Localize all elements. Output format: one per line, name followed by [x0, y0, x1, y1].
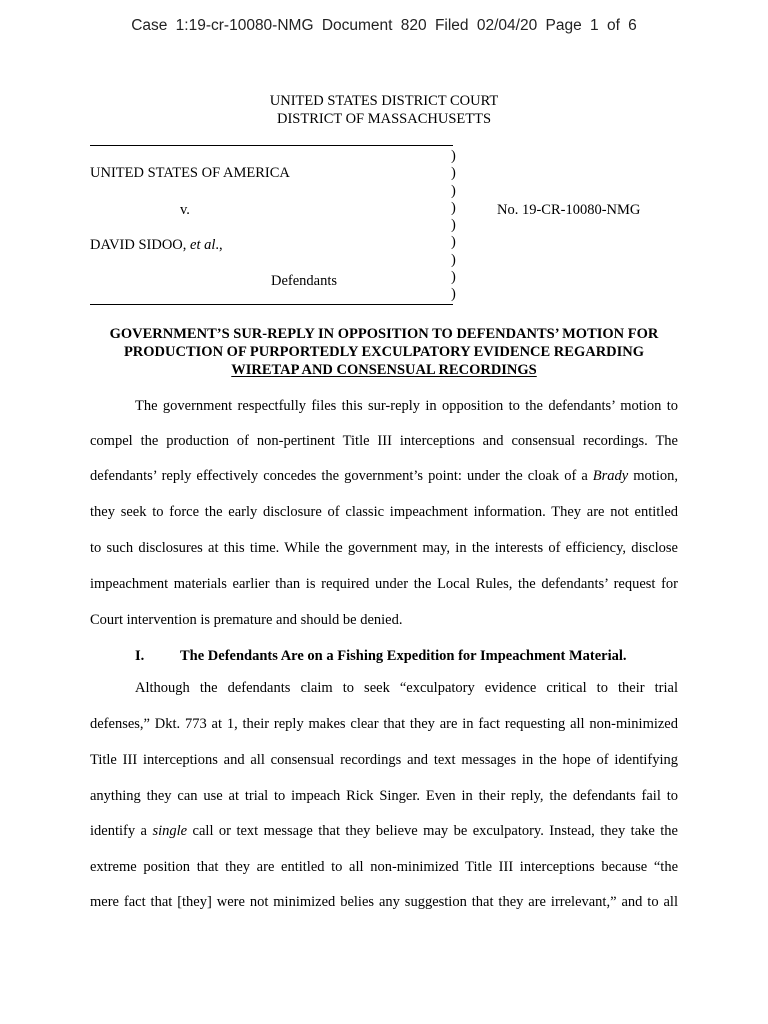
intro-line: The government respectfully files this sur-reply in opposition to the defendants’ motion to [135, 398, 678, 414]
para2-line: extreme position that they are entitled to all non-minimized Title III interceptions because “the [90, 859, 678, 875]
header-document: Document 820 [321, 17, 427, 34]
intro-line [90, 468, 678, 485]
section-heading: The Defendants Are on a Fishing Expedition for Impeachment Material. [180, 648, 627, 664]
para2-text: call or text message that they believe may be exculpatory. Instead, they take the [187, 823, 678, 839]
caption-case-number: No. 19-CR-10080-NMG [497, 202, 641, 218]
para2-text: identify a [90, 823, 153, 839]
header-filed: Filed 02/04/20 [434, 17, 538, 34]
intro-text: motion, [628, 468, 678, 484]
paren: ) [451, 182, 456, 199]
title-underlined: WIRETAP AND CONSENSUAL RECORDINGS [231, 362, 537, 378]
para2-line: anything they can use at trial to impeach Rick Singer. Even in their reply, the defendants fail to [90, 788, 678, 804]
paren: ) [451, 148, 456, 164]
para2-line: defenses,” Dkt. 773 at 1, their reply makes clear that they are in fact requesting all non-minimized [90, 716, 678, 732]
caption-versus: v. [180, 202, 190, 218]
court-district: DISTRICT OF MASSACHUSETTS [276, 111, 492, 127]
intro-line: compel the production of non-pertinent Title III interceptions and consensual recordings. The [90, 433, 678, 449]
paren: ) [451, 234, 456, 251]
document-title-line1: GOVERNMENT’S SUR-REPLY IN OPPOSITION TO DEFENDANTS’ MOTION FOR [109, 326, 659, 342]
paren: ) [451, 286, 456, 303]
caption-defendants-label: Defendants [271, 273, 338, 289]
document-title-line2: PRODUCTION OF PURPORTEDLY EXCULPATORY EVIDENCE REGARDING [123, 344, 645, 360]
defendant-et-al: et al [190, 237, 216, 253]
header-case: Case 1:19-cr-10080-NMG [131, 17, 314, 34]
para2-line: Title III interceptions and all consensual recordings and text messages in the hope of identifying [90, 752, 678, 768]
paren: ) [451, 217, 456, 234]
header-page: Page 1 of 6 [545, 17, 637, 34]
ecf-header [0, 17, 768, 35]
defendant-suffix: ., [215, 237, 223, 253]
paren: ) [451, 251, 456, 268]
para2-line [90, 823, 678, 840]
para2-line: Although the defendants claim to seek “exculpatory evidence critical to their trial [135, 680, 678, 696]
caption-plaintiff: UNITED STATES OF AMERICA [90, 165, 290, 181]
single-italic: single [152, 823, 188, 839]
section-number: I. [135, 648, 145, 664]
para2-line: mere fact that [they] were not minimized belies any suggestion that they are irrelevant,” and to all [90, 894, 678, 910]
intro-line: they seek to force the early disclosure of classic impeachment information. They are not entitled [90, 504, 678, 520]
court-name: UNITED STATES DISTRICT COURT [269, 93, 499, 109]
paren: ) [451, 165, 456, 182]
intro-line: impeachment materials earlier than is required under the Local Rules, the defendants’ request for [90, 576, 678, 592]
caption-parens [451, 148, 456, 304]
caption-top-rule [90, 145, 453, 146]
intro-text: defendants’ reply effectively concedes the government’s point: under the cloak of a [90, 468, 593, 484]
intro-line: Court intervention is premature and should be denied. [90, 612, 403, 628]
brady-italic: Brady [592, 468, 629, 484]
intro-line: to such disclosures at this time. While the government may, in the interests of efficiency, disclose [90, 540, 678, 556]
paren: ) [451, 269, 456, 286]
caption-defendant [90, 237, 223, 254]
paren: ) [451, 199, 456, 216]
document-title-line3 [0, 362, 768, 379]
defendant-name: DAVID SIDOO, [90, 237, 191, 253]
caption-bottom-rule [90, 304, 453, 305]
